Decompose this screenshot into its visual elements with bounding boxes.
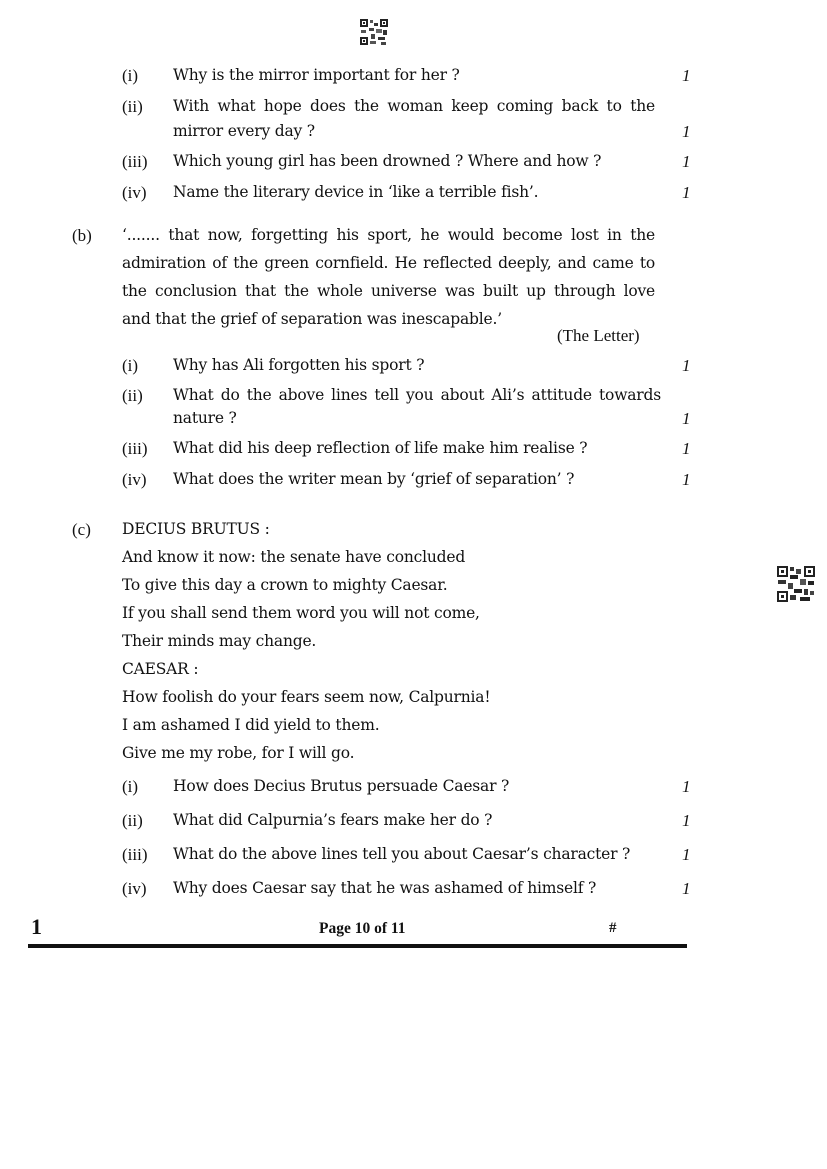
qr-code-icon [359,18,389,46]
question-text: nature ? [173,409,237,427]
extract-line: If you shall send them word you will not come, [122,604,480,622]
question-mark: 1 [682,409,691,428]
section-label: (c) [72,520,91,539]
question-text: Why does Caesar say that he was ashamed of himself ? [173,879,597,897]
page-number-label: Page 10 of 11 [319,920,406,937]
question-mark: 1 [682,777,691,796]
qr-code-icon [776,565,816,603]
question-number: (iii) [122,845,148,864]
question-number: (iii) [122,439,148,458]
passage-line: the conclusion that the whole universe was built up through love [122,282,655,300]
extract-line: Give me my robe, for I will go. [122,744,355,762]
question-number: (i) [122,356,139,375]
question-mark: 1 [682,811,691,830]
extract-line: To give this day a crown to mighty Caesar. [122,576,448,594]
passage-line: admiration of the green cornfield. He reflected deeply, and came to [122,254,655,272]
extract-line: I am ashamed I did yield to them. [122,716,380,734]
extract-line: Their minds may change. [122,632,317,650]
question-text: Why has Ali forgotten his sport ? [173,356,425,374]
question-mark: 1 [682,183,691,202]
question-mark: 1 [682,845,691,864]
question-text: Name the literary device in ‘like a terrible fish’. [173,183,539,201]
question-text: With what hope does the woman keep coming back to the [173,97,655,115]
question-number: (i) [122,777,139,796]
passage-line: ‘....... that now, forgetting his sport, he would become lost in the [122,226,655,244]
question-number: (iv) [122,183,147,202]
question-mark: 1 [682,122,691,141]
question-text: What did Calpurnia’s fears make her do ? [173,811,493,829]
question-mark: 1 [682,356,691,375]
question-text: Why is the mirror important for her ? [173,66,460,84]
question-number: (iv) [122,879,147,898]
passage-source: (The Letter) [557,326,640,345]
hash-mark: # [609,920,617,936]
question-mark: 1 [682,470,691,489]
question-text: What did his deep reflection of life make him realise ? [173,439,588,457]
extract-line: How foolish do your fears seem now, Calpurnia! [122,688,491,706]
question-number: (ii) [122,811,143,830]
question-text: How does Decius Brutus persuade Caesar ? [173,777,510,795]
passage-line: and that the grief of separation was inescapable.’ [122,310,502,328]
extract-line: And know it now: the senate have concluded [122,548,466,566]
question-mark: 1 [682,879,691,898]
question-mark: 1 [682,66,691,85]
question-text: What do the above lines tell you about Ali’s attitude towards [173,386,661,404]
question-number: (ii) [122,97,143,116]
question-number: (i) [122,66,139,85]
set-number: 1 [31,914,42,939]
question-text: What does the writer mean by ‘grief of separation’ ? [173,470,575,488]
question-number: (iii) [122,152,148,171]
footer-rule [28,944,687,948]
question-number: (ii) [122,386,143,405]
question-text: Which young girl has been drowned ? Where and how ? [173,152,602,170]
question-text: What do the above lines tell you about Caesar’s character ? [173,845,631,863]
question-mark: 1 [682,152,691,171]
section-label: (b) [72,226,92,245]
speaker-name: DECIUS BRUTUS : [122,520,270,538]
speaker-name: CAESAR : [122,660,199,678]
question-number: (iv) [122,470,147,489]
question-text: mirror every day ? [173,122,315,140]
question-mark: 1 [682,439,691,458]
